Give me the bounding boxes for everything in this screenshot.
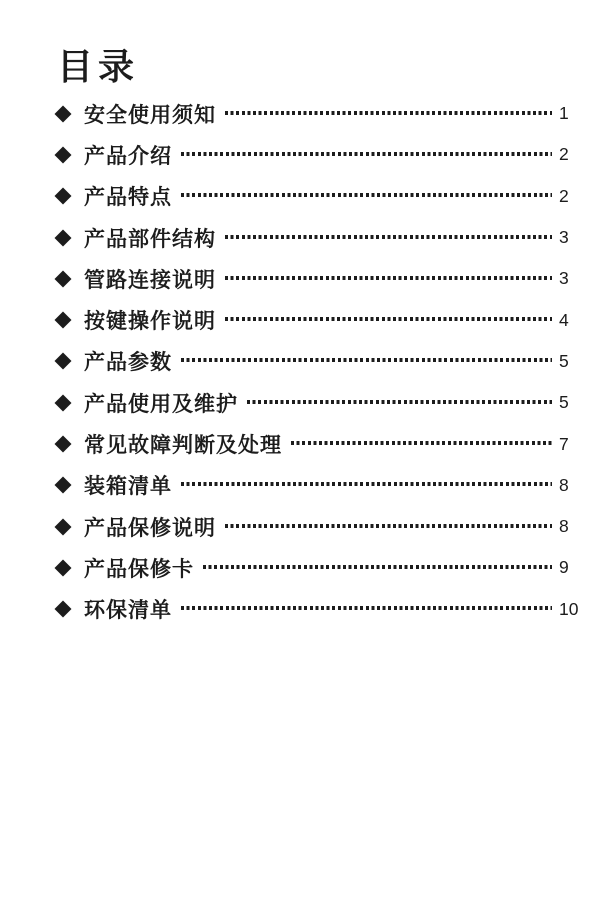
toc-entry-label: 管路连接说明 (84, 268, 216, 292)
toc-entry-label: 产品介绍 (84, 144, 172, 168)
toc-entry-label: 按键操作说明 (84, 310, 216, 334)
toc-entry (55, 134, 585, 175)
toc-entry (55, 547, 585, 588)
toc-entry-page: 2 (559, 144, 569, 165)
toc-entry-page: 3 (559, 268, 569, 289)
dotted-leader (225, 524, 552, 528)
diamond-bullet-icon (55, 477, 72, 494)
toc-entry-label: 安全使用须知 (84, 103, 216, 127)
diamond-bullet-icon (55, 146, 72, 163)
dotted-leader (225, 317, 552, 321)
dotted-leader (181, 152, 552, 156)
toc-entry (55, 217, 585, 258)
diamond-bullet-icon (55, 105, 72, 122)
toc-entry-label: 产品参数 (84, 351, 172, 375)
diamond-bullet-icon (55, 229, 72, 246)
toc-entry-page: 10 (559, 598, 579, 619)
dotted-leader (291, 441, 552, 445)
dotted-leader (225, 276, 552, 280)
toc-entry (55, 341, 585, 382)
diamond-bullet-icon (55, 601, 72, 618)
toc-entry-page: 8 (559, 474, 569, 495)
diamond-bullet-icon (55, 394, 72, 411)
page-title: 目录 (57, 46, 140, 87)
toc-entry-page: 4 (559, 309, 569, 330)
dotted-leader (181, 606, 552, 610)
toc-entry-label: 常见故障判断及处理 (84, 434, 282, 458)
toc-entry-label: 产品保修说明 (84, 516, 216, 540)
toc-entry-page: 5 (559, 350, 569, 371)
diamond-bullet-icon (55, 436, 72, 453)
toc-entry-page: 9 (559, 557, 569, 578)
toc-entry-page: 1 (559, 103, 569, 124)
toc-entry-label: 产品保修卡 (84, 557, 194, 581)
toc-entry-label: 装箱清单 (84, 475, 172, 499)
toc-entry (55, 258, 585, 299)
toc-entry (55, 382, 585, 423)
toc-entry-page: 5 (559, 392, 569, 413)
toc-entry (55, 465, 585, 506)
dotted-leader (181, 482, 552, 486)
diamond-bullet-icon (55, 559, 72, 576)
toc-entry (55, 589, 585, 630)
dotted-leader (225, 235, 552, 239)
diamond-bullet-icon (55, 518, 72, 535)
dotted-leader (247, 400, 552, 404)
toc-entry-label: 产品使用及维护 (84, 392, 238, 416)
toc-entry (55, 423, 585, 464)
diamond-bullet-icon (55, 270, 72, 287)
dotted-leader (225, 111, 552, 115)
toc-entry-page: 8 (559, 516, 569, 537)
diamond-bullet-icon (55, 353, 72, 370)
toc-list (55, 93, 585, 630)
dotted-leader (181, 193, 552, 197)
dotted-leader (203, 565, 552, 569)
toc-entry-label: 产品特点 (84, 186, 172, 210)
toc-entry (55, 506, 585, 547)
toc-entry-page: 3 (559, 227, 569, 248)
toc-entry-label: 产品部件结构 (84, 227, 216, 251)
toc-entry-page: 2 (559, 185, 569, 206)
toc-entry (55, 176, 585, 217)
diamond-bullet-icon (55, 188, 72, 205)
toc-entry-label: 环保清单 (84, 599, 172, 623)
toc-entry-page: 7 (559, 433, 569, 454)
toc-entry (55, 93, 585, 134)
toc-entry (55, 299, 585, 340)
dotted-leader (181, 358, 552, 362)
diamond-bullet-icon (55, 312, 72, 329)
